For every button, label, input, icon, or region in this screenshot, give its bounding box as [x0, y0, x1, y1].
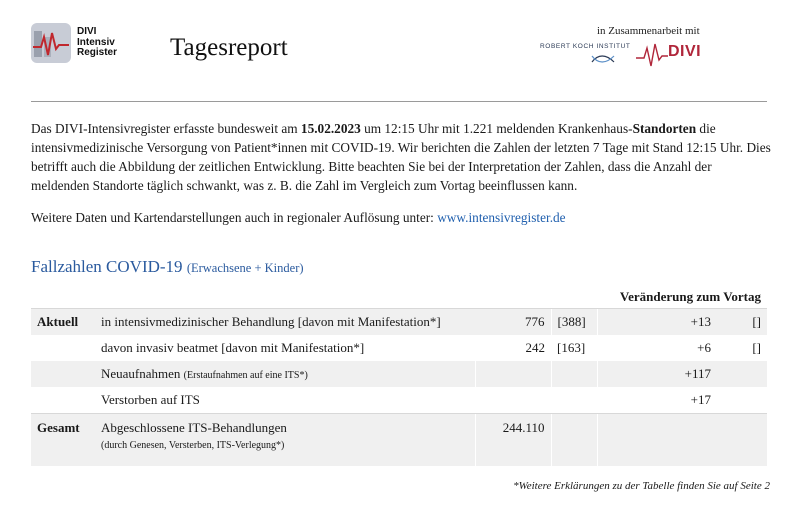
table-row [31, 309, 767, 336]
row-label-cell [95, 361, 475, 387]
change-header: Veränderung zum Vortag [619, 289, 761, 304]
row-label-cell [95, 414, 475, 467]
row-bracket [551, 361, 597, 387]
more-data-text: Weitere Daten und Kartendarstellungen auch in regionaler Auflösung unter: [31, 210, 438, 225]
header-divider [31, 101, 767, 102]
section-title: Fallzahlen COVID-19 [31, 257, 183, 276]
intro-part-c: die intensivmedizinische Versorgung von Patient*innen mit COVID-19. Wir berichten die Zahlen der letzten 7 Tage mit Stand 12:15 Uhr. Dies betrifft auch die Abbildung der zeitlichen Entwicklung. Bitte beachten Sie bei der Interpretation der Zahlen, dass die Anzahl der meldenden Standorte täglich schwankt, was z. B. die Zahl im Vergleich zum Vortag beeinflussen kann. [31, 121, 771, 193]
logo-line-2: Intensiv [77, 36, 115, 48]
rki-logo-text: ROBERT KOCH INSTITUT [540, 43, 631, 50]
row-group: Gesamt [31, 414, 95, 467]
table-row [31, 335, 767, 361]
table-row [31, 387, 767, 414]
case-table [31, 286, 767, 466]
rki-emblem-icon [590, 52, 616, 66]
section-subtitle: (Erwachsene + Kinder) [186, 261, 304, 275]
table-header-row [31, 286, 767, 309]
row-group: Aktuell [31, 309, 95, 336]
row-bracket: [388] [551, 309, 597, 336]
row-label: Verstorben auf ITS [101, 392, 200, 407]
row-label-note: (Erstaufnahmen auf eine ITS*) [183, 370, 308, 381]
section-heading [31, 257, 304, 277]
intro-part-b: um 12:15 Uhr mit 1.221 meldenden Krankenhaus- [360, 121, 633, 136]
row-change-bracket: [] [752, 340, 761, 355]
row-bracket [551, 387, 597, 414]
logo-text [77, 27, 117, 59]
row-change: +6 [697, 340, 711, 355]
table-row [31, 414, 767, 467]
divi-pulse-icon [636, 40, 668, 70]
row-change: +117 [597, 361, 717, 387]
logo-line-1: DIVI [77, 26, 97, 37]
divi-register-logo [31, 23, 71, 63]
row-label-note: (durch Genesen, Versterben, ITS-Verlegung*) [101, 440, 285, 451]
row-group [31, 335, 95, 361]
divi-logo-text: DIVI [668, 43, 702, 60]
row-bracket [551, 414, 597, 467]
row-change: +17 [690, 392, 711, 407]
page-title: Tagesreport [170, 34, 288, 61]
sites-term: Standorten [632, 121, 697, 136]
row-group [31, 361, 95, 387]
row-value: 776 [475, 309, 551, 336]
more-data-line [31, 210, 566, 226]
row-label: Abgeschlossene ITS-Behandlungen [101, 420, 287, 435]
row-bracket: [163] [557, 340, 586, 355]
heartbeat-icon [31, 23, 71, 63]
row-change-bracket: [] [717, 309, 767, 336]
row-change-bracket [717, 387, 767, 414]
register-link[interactable]: www.intensivregister.de [437, 210, 566, 225]
row-value [475, 387, 551, 414]
logo-line-3: Register [77, 47, 118, 58]
row-change-bracket [717, 361, 767, 387]
intro-part-a: Das DIVI-Intensivregister erfasste bundesweit am [31, 121, 301, 136]
row-change [597, 414, 717, 467]
row-change: +13 [597, 309, 717, 336]
row-change-bracket [717, 414, 767, 467]
table-footnote: *Weitere Erklärungen zu der Tabelle finden Sie auf Seite 2 [513, 480, 770, 492]
row-value: 244.110 [475, 414, 551, 467]
row-value: 242 [525, 340, 545, 355]
intro-paragraph [31, 119, 771, 195]
report-date: 15.02.2023 [300, 121, 361, 136]
row-label: Neuaufnahmen [101, 366, 184, 381]
table-row [31, 361, 767, 387]
collab-label: in Zusammenarbeit mit [597, 25, 700, 37]
row-group [31, 387, 95, 414]
row-label: davon invasiv beatmet [davon mit Manifestation*] [101, 340, 365, 355]
row-value [475, 361, 551, 387]
row-label: in intensivmedizinischer Behandlung [davon mit Manifestation*] [95, 309, 475, 336]
